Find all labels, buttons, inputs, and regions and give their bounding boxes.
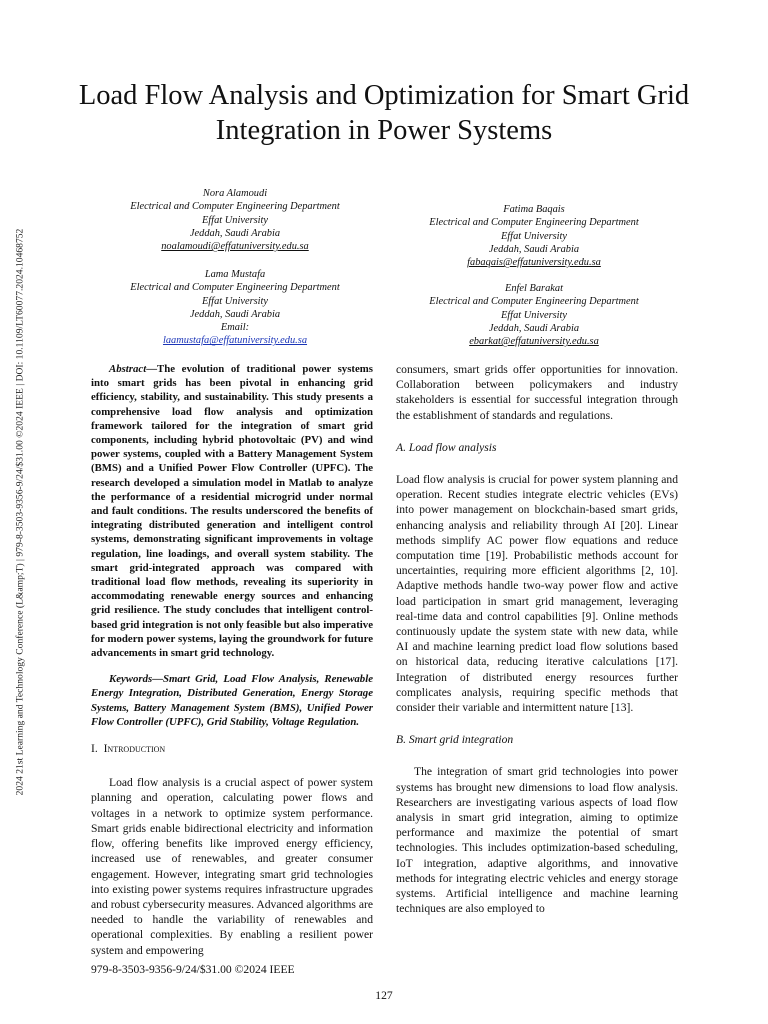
load-flow-paragraph: Load flow analysis is crucial for power system planning and operation. Recent studies integrate electric vehicles (EVs) into power management on blockchain-based smart grids, enhancing analysis and reliability through AI [20]. Linear methods simplify AC power flow equations and reduce computation time [19]. Probabilistic methods account for uncertainties, requiring more efficient algorithms [2, 10]. Adaptive methods handle two-way power flow and active load participation in smart grid management, leveraging real-time data and control capabilities [9]. Online methods continuously update the system state with new data, while AI and machine learning predict load flow solutions based on historical data, reducing iterative calculations [17]. Integration of distributed energy resources further complicates analysis, requiring specific methods that consider their variable and intermittent nature [13]. [396, 473, 678, 715]
author-name: Lama Mustafa [204, 269, 266, 280]
author-univ: Effat University [500, 309, 568, 321]
author-dept: Electrical and Computer Engineering Department [429, 296, 639, 308]
paper-title: Load Flow Analysis and Optimization for Smart Grid Integration in Power Systems [78, 80, 690, 146]
author-name: Nora Alamoudi [202, 188, 268, 199]
doi-side-text: 2024 21st Learning and Technology Conference (L&amp;T) | 979-8-3503-9356-9/24/$31.00 ©2024 IEEE | DOI: 10.1109/LT60077.2024.10468752 [14, 228, 26, 796]
author-name: Enfel Barakat [504, 283, 563, 294]
author-univ: Effat University [500, 230, 568, 242]
subsection-heading-load-flow: A. Load flow analysis [396, 440, 497, 454]
author-city: Jeddah, Saudi Arabia [189, 308, 281, 320]
keywords-label: Keywords [109, 673, 153, 686]
author-block-4 [374, 282, 694, 348]
left-column [91, 362, 373, 958]
abstract [91, 362, 373, 660]
abstract-text: —The evolution of traditional power systems into smart grids has been pivotal in enhancing grid efficiency, stability, and sustainability. This study presents a comprehensive load flow analysis and optimization framework tailored for the integration of smart grid components, including hybrid photovoltaic (PV) and wind power systems, coupled with a Battery Management System (BMS) and a Unified Power Flow Controller (UPFC). The research developed a simulation model in Matlab to analyze the performance of a residential microgrid under normal and fault conditions. The results underscored the benefits of integrating distributed generation and intelligent control systems, demonstrating significant improvements in voltage regulation, line loadings, and overall system stability. The smart grid-integrated approach was compared with traditional load flow methods, revealing its superiority in accommodating renewable energy sources and enhancing grid resilience. The study concludes that intelligent control-based grid integration is not only feasible but also imperative for modern power systems, laying the groundwork for future advancements in smart grid technology. [91, 363, 373, 660]
author-city: Jeddah, Saudi Arabia [189, 227, 281, 239]
author-name: Fatima Baqais [503, 204, 565, 215]
author-city: Jeddah, Saudi Arabia [488, 322, 580, 334]
keywords [91, 672, 373, 729]
section-heading-introduction: I. Introduction [91, 742, 166, 756]
copyright-footer: 979-8-3503-9356-9/24/$31.00 ©2024 IEEE [91, 963, 295, 976]
author-dept: Electrical and Computer Engineering Department [130, 282, 340, 294]
author-block-2 [374, 203, 694, 269]
intro-paragraph: Load flow analysis is a crucial aspect of power system planning and operation, calculating power flows and voltages in a network to optimize system performance. Smart grids enable bidirectional electricity and information flow, offering benefits like improved energy efficiency, increased use of renewables, and greater consumer engagement. However, integrating smart grid technologies into existing power systems requires infrastructure upgrades and robust cybersecurity measures. Advanced algorithms are needed to handle the variability of renewables and operational complexities. By enabling a resilient power system and empowering [91, 776, 373, 957]
subsection-heading-smart-grid: B. Smart grid integration [396, 733, 514, 747]
author-block-3 [75, 268, 395, 348]
intro-continuation: consumers, smart grids offer opportunities for innovation. Collaboration between policymakers and industry stakeholders is essential for successful integration through the establishment of standards and regulations. [396, 363, 678, 422]
smart-grid-paragraph: The integration of smart grid technologies into power systems has brought new dimensions to load flow analysis. Researchers are investigating various aspects of load flow analysis in smart grid integration, aiming to optimize performance and maximize the potential of smart technologies. This includes optimization-based scheduling, IoT integration, adaptive algorithms, and innovative methods for integrating electric vehicles and energy storage systems. Artificial intelligence and machine learning techniques are also employed to [396, 765, 678, 916]
author-univ: Effat University [201, 295, 269, 307]
author-email[interactable]: ebarkat@effatuniversity.edu.sa [469, 336, 599, 348]
author-email[interactable]: fabaqais@effatuniversity.edu.sa [467, 257, 601, 269]
author-univ: Effat University [201, 214, 269, 226]
author-block-1 [75, 187, 395, 253]
keywords-text: —Smart Grid, Load Flow Analysis, Renewable Energy Integration, Distributed Generation, Energy Storage Systems, Battery Management System (BMS), Unified Power Flow Controller (UPFC), Grid Stability, Voltage Regulation. [91, 673, 373, 728]
abstract-label: Abstract [109, 363, 147, 375]
doi-side-strip [10, 0, 30, 1024]
author-email-label: Email: [220, 322, 250, 334]
author-city: Jeddah, Saudi Arabia [488, 243, 580, 255]
author-dept: Electrical and Computer Engineering Department [429, 217, 639, 229]
right-column [396, 362, 678, 917]
author-email-link[interactable]: laamustafa@effatuniversity.edu.sa [162, 335, 308, 347]
author-email[interactable]: noalamoudi@effatuniversity.edu.sa [161, 241, 309, 253]
author-dept: Electrical and Computer Engineering Department [130, 201, 340, 213]
page-number: 127 [375, 989, 393, 1002]
